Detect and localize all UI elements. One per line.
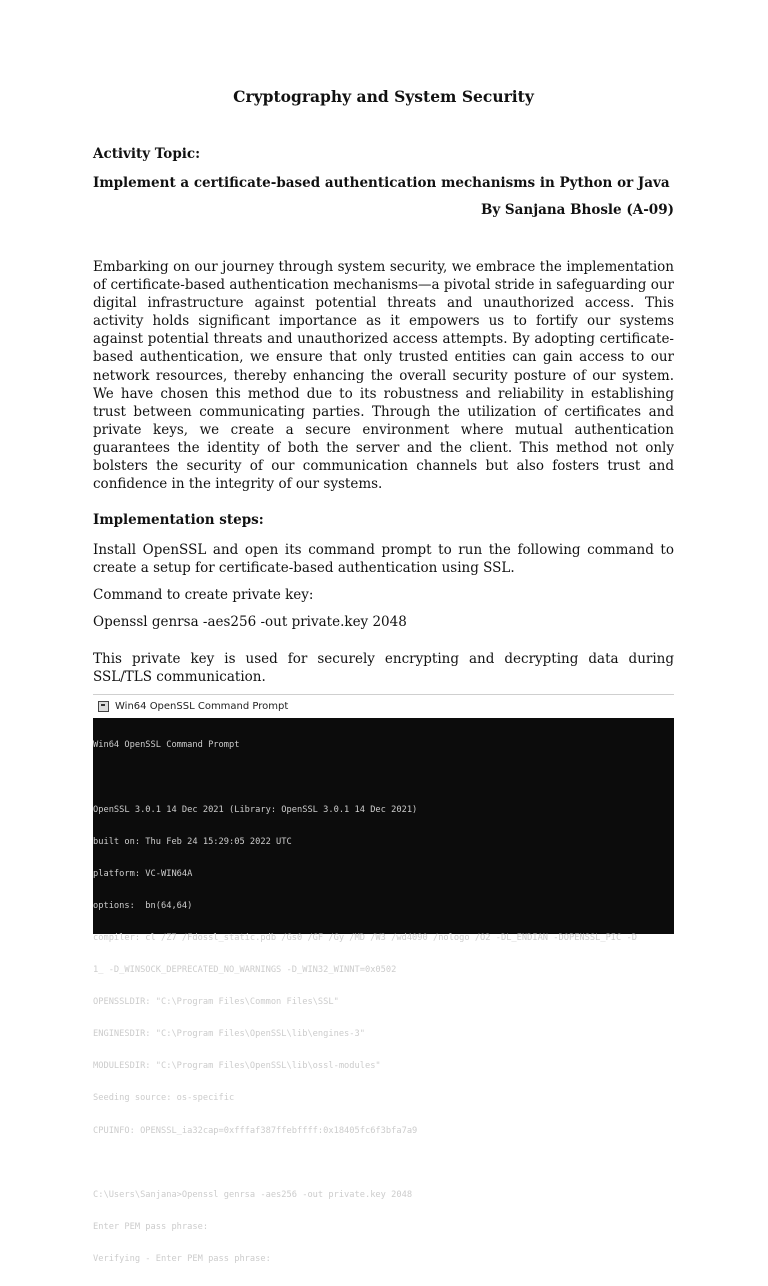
- console-line: ENGINESDIR: "C:\Program Files\OpenSSL\lib\engines-3": [93, 1029, 365, 1040]
- activity-topic-label: Activity Topic:: [93, 146, 201, 162]
- document-title: Cryptography and System Security: [233, 87, 534, 106]
- console-line: Seeding source: os-specific: [93, 1093, 235, 1104]
- terminal-screenshot: [93, 694, 674, 1264]
- terminal-window-title: Win64 OpenSSL Command Prompt: [115, 701, 289, 712]
- author-line: By Sanjana Bhosle (A-09): [480, 202, 674, 218]
- console-line: MODULESDIR: "C:\Program Files\OpenSSL\lib\ossl-modules": [93, 1061, 381, 1072]
- console-line: Enter PEM pass phrase:: [93, 1221, 209, 1232]
- command-label: Command to create private key:: [93, 587, 314, 603]
- console-line: platform: VC-WIN64A: [93, 868, 193, 879]
- terminal-titlebar: [93, 694, 674, 718]
- intro-paragraph: Embarking on our journey through system security, we embrace the implementation of certificate-based authentication mechanisms—a pivotal stride in safeguarding our digital infrastructure against potential threats and unauthorized access. This activity holds significant importance as it empowers us to fortify our systems against potential threats and unauthorized access attempts. By adopting certificate-based authentication, we ensure that only trusted entities can gain access to our network resources, thereby enhancing the overall security posture of our system. We have chosen this method due to its robustness and reliability in establishing trust between communicating parties. Through the utilization of certificates and private keys, we create a secure environment where mutual authentication guarantees the identity of both the server and the client. This method not only bolsters the security of our communication channels but also fosters trust and confidence in the integrity of our systems.: [93, 259, 674, 493]
- console-line: Win64 OpenSSL Command Prompt: [93, 740, 240, 751]
- console-line: compiler: cl /Z7 /Fdossl_static.pdb /Gs0 /GF /Gy /MD /W3 /wd4090 /nologo /O2 -DL_ENDIAN -DOPENSSL_PIC -D: [93, 932, 637, 943]
- terminal-app-icon: [98, 701, 109, 712]
- console-line: OPENSSLDIR: "C:\Program Files\Common Files\SSL": [93, 997, 339, 1008]
- console-line: 1_ -D_WINSOCK_DEPRECATED_NO_WARNINGS -D_WIN32_WINNT=0x0502: [93, 965, 397, 976]
- install-openssl-paragraph: Install OpenSSL and open its command prompt to run the following command to create a setup for certificate-based authentication using SSL.: [93, 542, 674, 577]
- console-prompt-line[interactable]: C:\Users\Sanjana>Openssl genrsa -aes256 -out private.key 2048: [93, 1189, 413, 1200]
- console-blank-line: [93, 773, 674, 784]
- private-key-description: This private key is used for securely encrypting and decrypting data during SSL/TLS communication.: [93, 651, 674, 686]
- console-line: OpenSSL 3.0.1 14 Dec 2021 (Library: OpenSSL 3.0.1 14 Dec 2021): [93, 804, 418, 815]
- console-line: built on: Thu Feb 24 15:29:05 2022 UTC: [93, 836, 292, 847]
- implementation-steps-heading: Implementation steps:: [93, 512, 264, 528]
- console-blank-line: [93, 1158, 674, 1169]
- console-line: options: bn(64,64): [93, 900, 193, 911]
- command-text: Openssl genrsa -aes256 -out private.key 2048: [93, 614, 407, 630]
- activity-topic-text: Implement a certificate-based authentication mechanisms in Python or Java: [93, 175, 670, 191]
- console-line: Verifying - Enter PEM pass phrase:: [93, 1253, 271, 1264]
- console-line: CPUINFO: OPENSSL_ia32cap=0xfffaf387ffebffff:0x18405fc6f3bfa7a9: [93, 1125, 418, 1136]
- terminal-console: [93, 718, 674, 1286]
